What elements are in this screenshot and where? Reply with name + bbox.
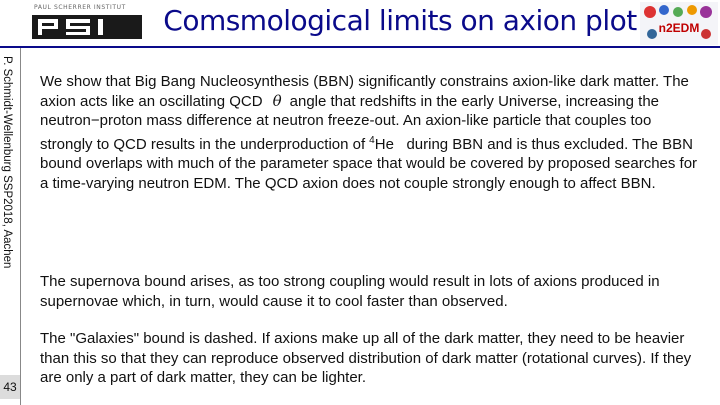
paragraph-supernova: The supernova bound arises, as too strong coupling would result in lots of axions produced in supernovae which, in turn, would cause it to cool faster than observed. — [40, 273, 660, 310]
psi-logo-area — [22, 2, 162, 42]
theta-symbol: θ — [272, 91, 282, 110]
p1-text-b: angle that redshifts in the early Universe, increasing the neutron−proton mass difference at neutron freeze-out. An axion-like particle that couples too strongly to QCD results in the underproduction of — [40, 92, 660, 153]
title-divider — [0, 46, 720, 48]
he4-superscript: 4 — [369, 134, 375, 146]
page-number: 43 — [0, 375, 20, 399]
he-element: He — [374, 135, 394, 153]
paragraph-galaxies: The "Galaxies" bound is dashed. If axions make up all of the dark matter, they need to be heavier than this so that they can reproduce observed distribution of dark matter (rotational curves). If they are only a part of dark matter, they can be lighter. — [40, 330, 692, 387]
institute-name: PAUL SCHERRER INSTITUT — [34, 4, 126, 11]
p1-text-c: during BBN and is thus excluded. The BBN bound overlaps with much of the parameter space that would be covered by proposed searches for a time-varying neutron EDM. The QCD axion does not couple strongly enough to affect BBN. — [40, 135, 698, 192]
p1-text-a: We show that Big Bang Nucleosynthesis (BBN) significantly constrains axion-like dark matter. The axion acts like an oscillating QCD — [40, 73, 689, 110]
paragraph-bbn — [40, 72, 700, 194]
n2edm-collaboration-badge — [640, 2, 718, 45]
psi-logo — [32, 15, 142, 39]
slide-title: Comsmological limits on axion plot — [163, 4, 637, 37]
author-conference-footer: P. Schmidt-Wellenburg SSP2018, Aachen — [1, 56, 13, 269]
svg-text:n2EDM: n2EDM — [658, 21, 700, 35]
